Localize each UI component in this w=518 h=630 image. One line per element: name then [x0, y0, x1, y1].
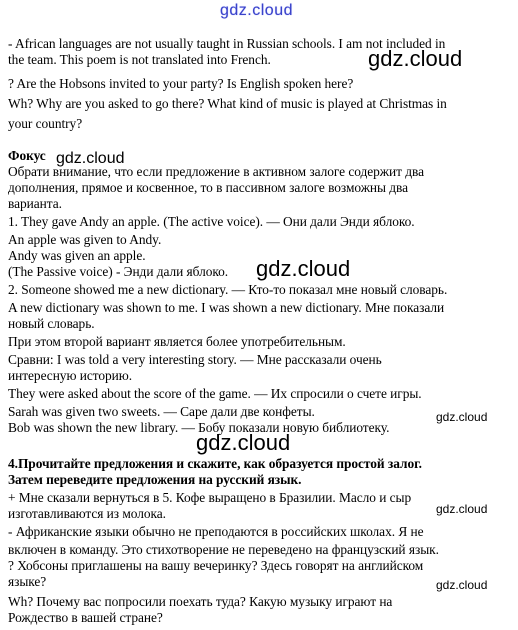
text-line: + Мне сказали вернуться в 5. Кофе выращено в Бразилии. Масло и сыр — [8, 490, 412, 505]
text-line: Andy was given an apple. — [8, 248, 146, 263]
text-line: ? Хобсоны приглашены на вашу вечеринку? Здесь говорят на английском — [8, 558, 424, 573]
text-line: включен в команду. Это стихотворение не переведено на французский язык. — [8, 542, 439, 557]
text-line: your country? — [8, 116, 83, 131]
text-line: новый словарь. — [8, 316, 95, 331]
text-line: При этом второй вариант является более употребительным. — [8, 334, 346, 349]
exercise-heading: 4.Прочитайте предложения и скажите, как образуется простой залог. — [8, 456, 422, 471]
text-line: Sarah was given two sweets. — Саре дали две конфеты. — [8, 404, 315, 419]
text-line: - African languages are not usually taught in Russian schools. I am not included in — [8, 36, 446, 51]
text-line: 1. They gave Andy an apple. (The active voice). — Они дали Энди яблоко. — [8, 214, 415, 229]
text-line: 2. Someone showed me a new dictionary. — Кто-то показал мне новый словарь. — [8, 282, 448, 297]
text-line: (The Passive voice) - Энди дали яблоко. — [8, 264, 229, 279]
text-line: A new dictionary was shown to me. I was shown a new dictionary. Мне показали — [8, 300, 445, 315]
text-line: - Африканские языки обычно не преподаются в российских школах. Я не — [8, 524, 424, 539]
text-line: Сравни: I was told a very interesting story. — Мне рассказали очень — [8, 352, 382, 367]
watermark-text: gdz.cloud — [368, 46, 463, 71]
watermark-text: gdz.cloud — [436, 502, 488, 516]
watermark-logo: gdz.cloud — [220, 2, 293, 19]
watermark-text: gdz.cloud — [256, 256, 351, 281]
text-line: They were asked about the score of the game. — Их спросили о счете игры. — [8, 386, 422, 401]
text-line: изготавливаются из молока. — [8, 506, 166, 521]
text-line: An apple was given to Andy. — [8, 232, 162, 247]
text-line: Рождество в вашей стране? — [8, 610, 163, 625]
text-line: Bob was shown the new library. — Бобу показали новую библиотеку. — [8, 420, 390, 435]
text-line: языке? — [8, 574, 47, 589]
watermark-text: gdz.cloud — [196, 430, 291, 455]
exercise-heading: Затем переведите предложения на русский язык. — [8, 472, 302, 487]
text-line: дополнения, прямое и косвенное, то в пассивном залоге возможны два — [8, 180, 409, 195]
text-line: Wh? Почему вас попросили поехать туда? Какую музыку играют на — [8, 594, 393, 609]
watermark-text: gdz.cloud — [56, 150, 125, 167]
text-line: Обрати внимание, что если предложение в активном залоге содержит два — [8, 164, 424, 179]
text-line: варианта. — [8, 196, 62, 211]
text-line: the team. This poem is not translated into French. — [8, 52, 271, 67]
text-line: ? Are the Hobsons invited to your party? Is English spoken here? — [8, 76, 354, 91]
text-line: интересную историю. — [8, 368, 132, 383]
watermark-text: gdz.cloud — [436, 578, 488, 592]
section-heading-focus: Фокус — [8, 148, 46, 163]
watermark-text: gdz.cloud — [436, 410, 488, 424]
text-line: Wh? Why are you asked to go there? What kind of music is played at Christmas in — [8, 96, 447, 111]
